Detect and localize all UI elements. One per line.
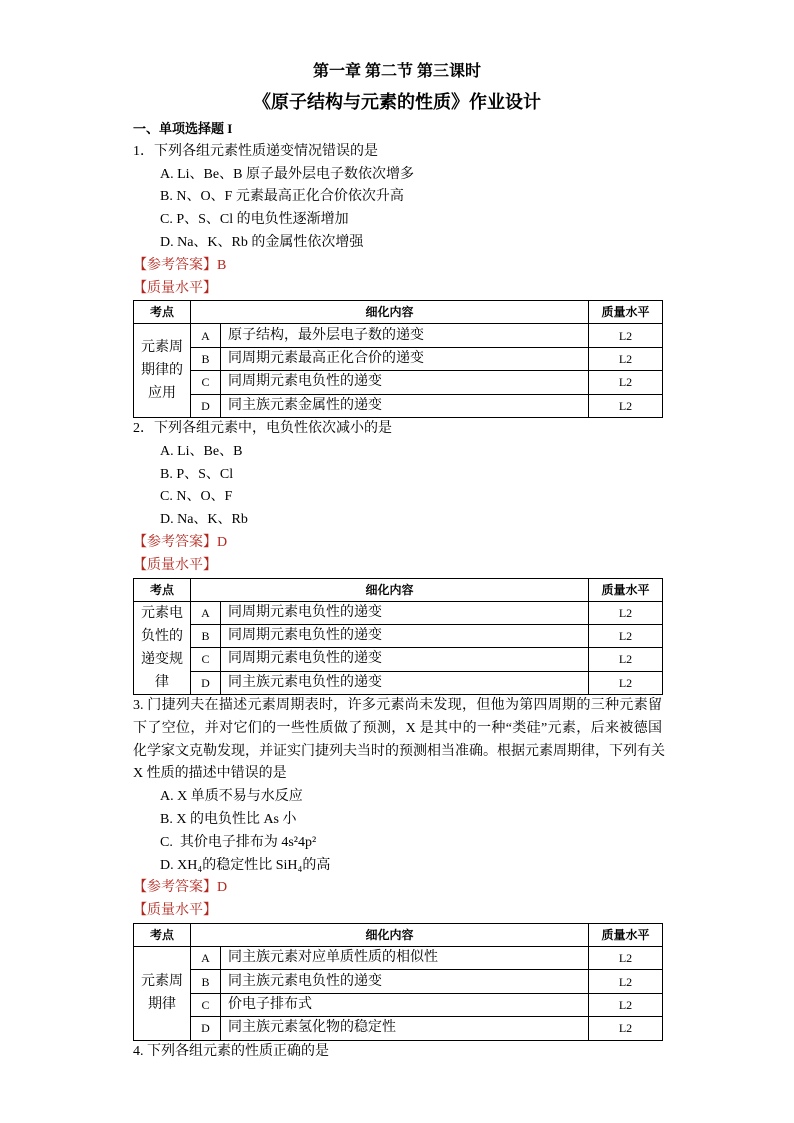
table-row — [134, 947, 663, 970]
row-letter: D — [191, 394, 221, 417]
option-a: A. Li、Be、B 原子最外层电子数依次增多 — [160, 166, 414, 182]
table-header-row — [134, 578, 663, 601]
row-detail: 同主族元素金属性的递变 — [221, 394, 589, 417]
row-detail: 同周期元素电负性的递变 — [221, 624, 589, 647]
answer-value: B — [217, 257, 227, 273]
option-c: C. N、O、F — [160, 489, 233, 505]
content-body — [133, 118, 665, 1063]
quality-level-label: 【质量水平】 — [133, 903, 217, 919]
topic-text: 元素电负性的递变规律 — [140, 605, 183, 690]
row-letter: A — [191, 324, 221, 347]
row-level: L2 — [589, 970, 663, 993]
row-letter: D — [191, 671, 221, 694]
row-letter: B — [191, 624, 221, 647]
row-detail: 同主族元素电负性的递变 — [221, 970, 589, 993]
answer-value: D — [217, 534, 228, 550]
option-a: A. Li、Be、B — [160, 443, 243, 459]
option-b: B. X 的电负性比 As 小 — [160, 812, 297, 828]
question-2 — [133, 418, 662, 695]
table-header-row — [134, 924, 663, 947]
option-c: C. P、S、Cl 的电负性逐渐增加 — [160, 212, 349, 228]
option-b: B. P、S、Cl — [160, 466, 234, 482]
question-stem: 1．下列各组元素性质递变情况错误的是 — [133, 143, 378, 159]
answer-label: 【参考答案】 — [133, 534, 217, 550]
option-d: D. Na、K、Rb 的金属性依次增强 — [160, 234, 364, 250]
reference-answer — [133, 532, 662, 555]
option-d: D. XH₄的稳定性比 SiH₄的高 — [160, 857, 331, 873]
row-level: L2 — [589, 993, 663, 1016]
row-detail: 同周期元素最高正化合价的递变 — [221, 347, 589, 370]
row-level: L2 — [589, 1017, 663, 1040]
table-row — [134, 671, 663, 694]
header-level: 质量水平 — [589, 578, 663, 601]
table-row — [134, 371, 663, 394]
question-stem: 2．下列各组元素中，电负性依次减小的是 — [133, 420, 392, 436]
topic-cell — [134, 947, 191, 1041]
header-level: 质量水平 — [589, 924, 663, 947]
table-row — [134, 648, 663, 671]
row-level: L2 — [589, 347, 663, 370]
row-detail: 同周期元素电负性的递变 — [221, 371, 589, 394]
topic-cell — [134, 601, 191, 695]
row-level: L2 — [589, 947, 663, 970]
reference-answer — [133, 255, 662, 278]
header-topic: 考点 — [134, 924, 191, 947]
question-4-stem: 4. 下列各组元素的性质正确的是 — [133, 1043, 329, 1059]
row-letter: B — [191, 347, 221, 370]
section-heading: 一、单项选择题 I — [133, 121, 233, 136]
table-row — [134, 624, 663, 647]
table-row — [134, 324, 663, 347]
chapter-title: 第一章 第二节 第三课时 — [312, 63, 481, 80]
header-detail: 细化内容 — [191, 301, 589, 324]
table-row — [134, 601, 663, 624]
row-level: L2 — [589, 394, 663, 417]
topic-cell — [134, 324, 191, 418]
row-level: L2 — [589, 648, 663, 671]
row-level: L2 — [589, 324, 663, 347]
row-detail: 价电子排布式 — [221, 993, 589, 1016]
row-letter: C — [191, 371, 221, 394]
quality-table — [133, 578, 663, 696]
table-row — [134, 347, 663, 370]
table-row — [134, 993, 663, 1016]
row-detail: 同周期元素电负性的递变 — [221, 601, 589, 624]
row-level: L2 — [589, 371, 663, 394]
row-letter: A — [191, 601, 221, 624]
option-a: A. X 单质不易与水反应 — [160, 789, 303, 805]
header-topic: 考点 — [134, 301, 191, 324]
table-row — [134, 1017, 663, 1040]
row-letter: A — [191, 947, 221, 970]
row-detail: 原子结构，最外层电子数的递变 — [221, 324, 589, 347]
question-stem-line: X 性质的描述中错误的是 — [133, 766, 287, 782]
header-detail: 细化内容 — [191, 578, 589, 601]
question-1 — [133, 141, 662, 418]
option-d: D. Na、K、Rb — [160, 512, 248, 528]
row-detail: 同周期元素电负性的递变 — [221, 648, 589, 671]
question-3 — [133, 695, 665, 1041]
option-b: B. N、O、F 元素最高正化合价依次升高 — [160, 189, 404, 205]
row-level: L2 — [589, 671, 663, 694]
table-row — [134, 970, 663, 993]
row-letter: B — [191, 970, 221, 993]
row-letter: C — [191, 993, 221, 1016]
answer-value: D — [217, 880, 228, 896]
row-level: L2 — [589, 624, 663, 647]
question-stem-line: 下了空位，并对它们的一些性质做了预测，X 是其中的一种“类硅”元素，后来被德国 — [133, 720, 662, 736]
header-level: 质量水平 — [589, 301, 663, 324]
row-detail: 同主族元素对应单质性质的相似性 — [221, 947, 589, 970]
quality-table — [133, 923, 663, 1041]
document-title: 《原子结构与元素的性质》作业设计 — [253, 92, 541, 112]
header-detail: 细化内容 — [191, 924, 589, 947]
row-detail: 同主族元素电负性的递变 — [221, 671, 589, 694]
quality-table — [133, 300, 663, 418]
row-level: L2 — [589, 601, 663, 624]
topic-text: 元素周期律的应用 — [140, 340, 183, 402]
quality-level-label: 【质量水平】 — [133, 557, 217, 573]
row-letter: C — [191, 648, 221, 671]
question-stem-line: 3. 门捷列夫在描述元素周期表时，许多元素尚未发现，但他为第四周期的三种元素留 — [133, 698, 662, 714]
row-detail: 同主族元素氢化物的稳定性 — [221, 1017, 589, 1040]
table-row — [134, 394, 663, 417]
table-header-row — [134, 301, 663, 324]
answer-label: 【参考答案】 — [133, 880, 217, 896]
row-letter: D — [191, 1017, 221, 1040]
option-c: C. 其价电子排布为 4s²4p² — [160, 834, 317, 850]
header-topic: 考点 — [134, 578, 191, 601]
quality-level-label: 【质量水平】 — [133, 280, 217, 296]
question-stem-line: 化学家文克勒发现，并证实门捷列夫当时的预测相当准确。根据元素周期律，下列有关 — [133, 743, 665, 759]
reference-answer — [133, 877, 662, 900]
answer-label: 【参考答案】 — [133, 257, 217, 273]
topic-text: 元素周期律 — [140, 974, 183, 1013]
